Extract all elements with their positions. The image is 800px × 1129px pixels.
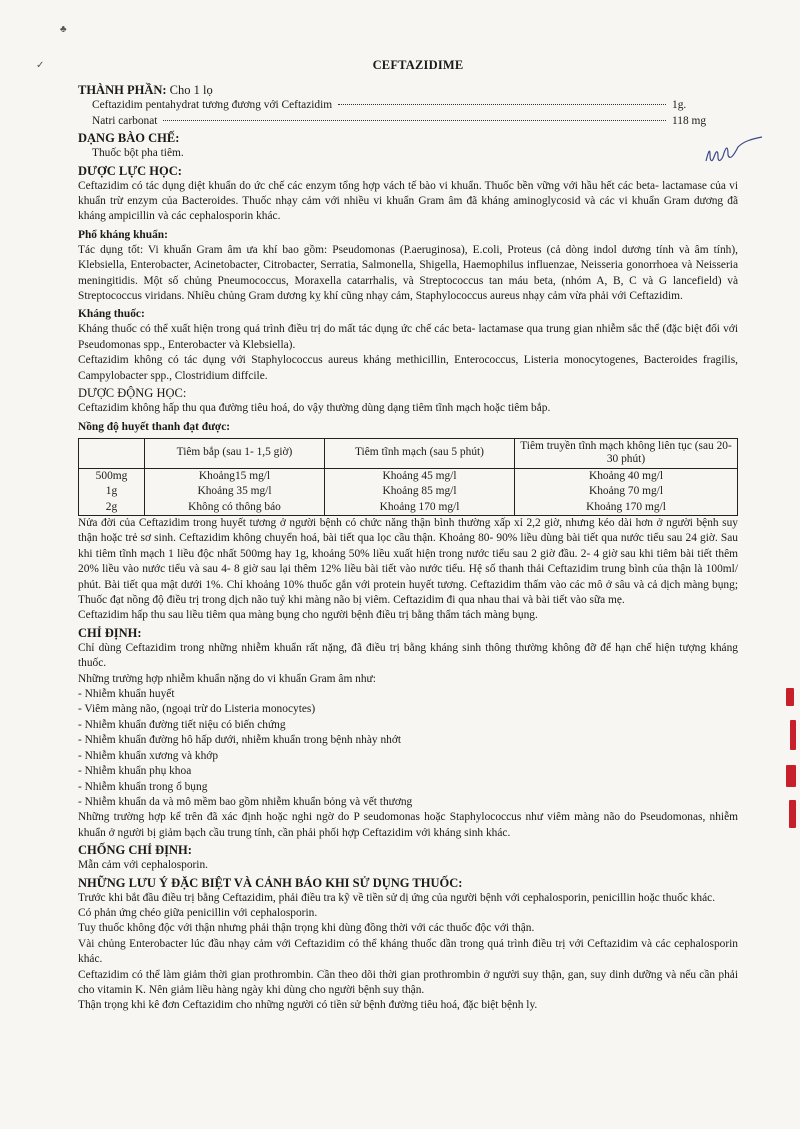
composition-row	[78, 98, 738, 113]
list-item: - Viêm màng não, (ngoại trừ do Listeria monocytes)	[78, 703, 316, 716]
warnings-paragraph: Thận trọng khi kê đơn Ceftazidim cho những người có tiền sử bệnh đường tiêu hoá, đặc biệt bệnh ly.	[78, 999, 538, 1012]
serum-table-heading: Nồng độ huyết thanh đạt được:	[78, 420, 231, 433]
table-header-cell: Tiêm tĩnh mạch (sau 5 phút)	[325, 438, 515, 468]
scan-mark-left: ✓	[36, 60, 45, 71]
warnings-paragraph: Vài chủng Enterobacter lúc đầu nhạy cảm với Ceftazidim có thể kháng thuốc dần trong quá trình điều trị với Ceftazidim và các cephalosporin khác.	[78, 937, 738, 966]
table-cell: Khoảng 170 mg/l	[325, 500, 515, 516]
table-cell: 500mg	[79, 468, 145, 484]
composition-row	[78, 114, 738, 129]
list-item: - Nhiễm khuẩn huyết	[78, 688, 175, 701]
scan-mark-top: ♣	[60, 24, 67, 35]
list-item: - Nhiễm khuẩn xương và khớp	[78, 749, 219, 762]
list-item: - Nhiễm khuẩn đường hô hấp dưới, nhiễm khuẩn trong bệnh nhày nhớt	[78, 734, 402, 747]
serum-concentration-table	[78, 438, 738, 517]
composition-heading: THÀNH PHẦN: Cho 1 lọ	[78, 83, 213, 98]
indications-heading: CHỈ ĐỊNH:	[78, 625, 142, 640]
pharmacodynamics-text: Ceftazidim có tác dụng diệt khuẩn do ức chế các enzym tổng hợp vách tế bào vi khuẩn. Thuốc bền vững với hầu hết các beta- lactamase của vi khuẩn trừ enzym của Bacteroides. Thuốc nhạy cảm với nhiều vi khuẩn Gram âm đã kháng aminoglycosid và các vi khuẩn Gram dương đã kháng ampicillin và các cephalosporin khác.	[78, 179, 738, 223]
table-header-cell	[79, 438, 145, 468]
table-header-cell: Tiêm bắp (sau 1- 1,5 giờ)	[145, 438, 325, 468]
contraindications-text: Mẫn cảm với cephalosporin.	[78, 859, 209, 872]
dosage-form-heading: DẠNG BÀO CHẾ:	[78, 131, 180, 146]
red-stamp-mark	[790, 720, 796, 750]
table-cell: Khoảng 40 mg/l	[515, 468, 738, 484]
table-cell: Khoảng 35 mg/l	[145, 484, 325, 500]
red-stamp-mark	[786, 688, 794, 706]
table-header-cell: Tiêm truyền tĩnh mạch không liên tục (sau 20- 30 phút)	[515, 438, 738, 468]
table-cell: 1g	[79, 484, 145, 500]
list-item: - Nhiễm khuẩn da và mô mềm bao gồm nhiễm khuẩn bỏng và vết thương	[78, 795, 413, 808]
spectrum-text: Tác dụng tốt: Vi khuẩn Gram âm ưa khí bao gồm: Pseudomonas (P.aeruginosa), E.coli, Proteus (cả dòng indol dương tính và âm tính), Klebsiella, Enterobacter, Acinetobacter, Citrobacter, Serratia, Salmonella, Shigella, Haemophilus influenzae, Neisseria gonorrhoea và Neisseria meningitidis. Một số chủng Pneumococcus, Moraxella catarrhalis, và Streptococcus tan máu beta, (nhóm A, B, C và G lancefield) và Streptococcus viridans. Nhiều chủng Gram dương kỵ khí cũng nhạy cảm, Staphylococcus aureus nhạy cảm vừa phải với Ceftazidim.	[78, 243, 738, 303]
pharmacodynamics-heading: DƯỢC LỰC HỌC:	[78, 163, 182, 178]
table-cell: Khoảng 170 mg/l	[515, 500, 738, 516]
pharmacokinetics-detail: Nửa đời của Ceftazidim trong huyết tương ở người bệnh có chức năng thận bình thường xấp xỉ 2,2 giờ, nhưng kéo dài hơn ở người bệnh suy thận hoặc trẻ sơ sinh. Ceftazidim không chuyển hoá, bài tiết qua lọc cầu thận. Khoảng 80- 90% liều dùng bài tiết qua nước tiểu sau 24 giờ. Sau khi tiêm tĩnh mạch 1 liều độc nhất 500mg hay 1g, khoảng 50% liều xuất hiện trong nước tiểu sau 2 giờ đầu. 2- 4 giờ sau khi tiêm bài tiết thêm 20% liều vào nước tiểu và sau 4- 8 giờ sau lại thêm 12% liều bài tiết vào nước tiểu. Hệ số thanh thải Ceftazidim trung bình của thận là 100ml/ phút. Bài tiết qua mật dưới 1%. Chỉ khoảng 10% thuốc gắn với protein huyết tương. Ceftazidim thấm vào các mô ở sâu và cả dịch màng bụng; Thuốc đạt nồng độ điều trị trong dịch não tuỷ khi màng não bị viêm. Ceftazidim đi qua nhau thai và bài tiết vào sữa mẹ.	[78, 517, 738, 607]
list-item: - Nhiễm khuẩn trong ổ bụng	[78, 780, 208, 793]
leader-dots	[338, 104, 666, 105]
dosage-form-text: Thuốc bột pha tiêm.	[92, 147, 184, 160]
composition-value: 1g.	[672, 99, 687, 112]
composition-value: 118 mg	[672, 114, 707, 127]
warnings-paragraph: Trước khi bắt đầu điều trị bằng Ceftazidim, phải điều tra kỹ về tiền sử dị ứng của người bệnh với cephalosporin, penicillin hoặc thuốc khác.	[78, 891, 716, 904]
pharmacokinetics-heading: DƯỢC ĐỘNG HỌC:	[78, 386, 187, 401]
table-cell: Khoảng 85 mg/l	[325, 484, 515, 500]
leader-dots	[163, 120, 666, 121]
table-row	[79, 500, 738, 516]
indications-text: Chỉ dùng Ceftazidim trong những nhiễm khuẩn rất nặng, đã điều trị bằng kháng sinh thông thường không đỡ để hạn chế hiện tượng kháng thuốc.	[78, 641, 738, 670]
resistance-heading: Kháng thuốc:	[78, 308, 145, 321]
table-cell: Khoảng15 mg/l	[145, 468, 325, 484]
pharmacokinetics-detail: Ceftazidim hấp thu sau liều tiêm qua màng bụng cho người bệnh điều trị bằng thẩm tách màng bụng.	[78, 609, 538, 622]
warnings-paragraph: Có phản ứng chéo giữa penicillin với cephalosporin.	[78, 906, 318, 919]
table-row	[79, 484, 738, 500]
composition-name: Natri carbonat	[92, 114, 158, 127]
warnings-paragraph: Tuy thuốc không độc với thận nhưng phải thận trọng khi dùng đồng thời với các thuốc độc với thận.	[78, 922, 535, 935]
table-row	[79, 468, 738, 484]
indications-intro: Những trường hợp nhiễm khuẩn nặng do vi khuẩn Gram âm như:	[78, 672, 376, 685]
indications-list	[78, 687, 738, 810]
document-title: CEFTAZIDIME	[372, 58, 464, 72]
list-item: - Nhiễm khuẩn phụ khoa	[78, 765, 192, 778]
spectrum-heading: Phổ kháng khuẩn:	[78, 228, 168, 241]
red-stamp-mark	[789, 800, 796, 828]
contraindications-heading: CHỐNG CHỈ ĐỊNH:	[78, 843, 192, 858]
composition-section	[78, 83, 738, 129]
table-cell: Khoảng 45 mg/l	[325, 468, 515, 484]
indications-closing: Những trường hợp kể trên đã xác định hoặc nghi ngờ do P seudomonas hoặc Staphylococcus như viêm màng não do Pseudomonas, nhiễm khuẩn ở người bị giảm bạch cầu trung tính, cần phải phối hợp Ceftazidim với kháng sinh khác.	[78, 811, 738, 839]
table-cell: Không có thông báo	[145, 500, 325, 516]
warnings-heading: NHỮNG LƯU Ý ĐẶC BIỆT VÀ CẢNH BÁO KHI SỬ DỤNG THUỐC:	[78, 875, 463, 890]
table-header-row	[79, 438, 738, 468]
table-cell: 2g	[79, 500, 145, 516]
composition-name: Ceftazidim pentahydrat tương đương với Ceftazidim	[92, 99, 333, 112]
resistance-text: Kháng thuốc có thể xuất hiện trong quá trình điều trị do mất tác dụng ức chế các beta- lactamase qua trung gian nhiễm sắc thể (đặc biệt đối với Pseudomonas spp., Enterobacter và Klebsiella).	[78, 323, 738, 351]
resistance-text: Ceftazidim không có tác dụng với Staphylococcus aureus kháng methicillin, Enterococcus, Listeria monocytogenes, Bacteroides fragilis, Campylobacter spp., Clostridium diffcile.	[78, 354, 738, 382]
list-item: - Nhiễm khuẩn đường tiết niệu có biến chứng	[78, 718, 286, 731]
table-cell: Khoảng 70 mg/l	[515, 484, 738, 500]
warnings-paragraph: Ceftazidim có thể làm giảm thời gian prothrombin. Cần theo dõi thời gian prothrombin ở người suy thận, gan, suy dinh dưỡng và nếu cần phải cho vitamin K. Nên giảm liều hàng ngày khi dùng cho người bệnh suy thận.	[78, 968, 738, 996]
red-stamp-mark	[786, 765, 796, 787]
document-body	[78, 58, 738, 1014]
pharmacokinetics-text: Ceftazidim không hấp thu qua đường tiêu hoá, do vậy thường dùng dạng tiêm tĩnh mạch hoặc tiêm bắp.	[78, 402, 551, 415]
